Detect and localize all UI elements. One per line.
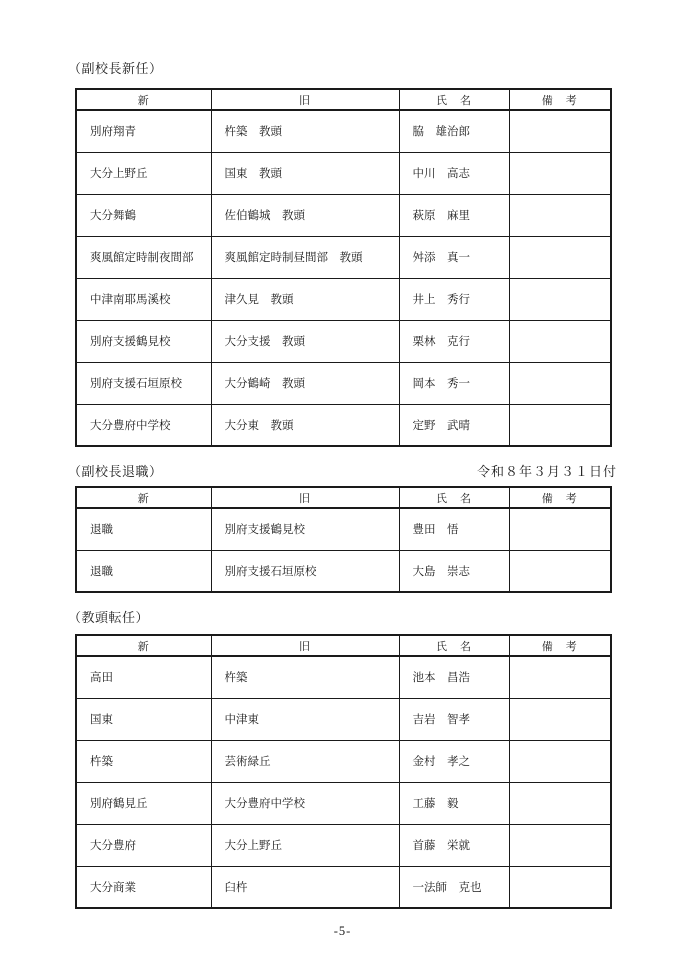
table-cell: 別府鶴見丘 [76,782,211,824]
table-cell: 爽風館定時制昼間部 教頭 [211,236,399,278]
table-cell [509,508,611,550]
table-cell [509,278,611,320]
table-cell [509,824,611,866]
table-cell [509,152,611,194]
table-row [76,698,611,740]
table-row [76,110,611,152]
table-cell: 国東 [76,698,211,740]
table-row [76,866,611,908]
section-header-row [68,463,617,481]
table-cell: 池本 昌浩 [399,656,509,698]
section-header-row [68,609,610,627]
table-cell: 別府支援石垣原校 [76,362,211,404]
table-cell: 豊田 悟 [399,508,509,550]
table-cell: 中津南耶馬溪校 [76,278,211,320]
table-cell: 爽風館定時制夜間部 [76,236,211,278]
section-label: （副校長新任） [68,61,163,76]
table-cell: 津久見 教頭 [211,278,399,320]
table-row [76,278,611,320]
table-row [76,404,611,446]
column-header: 新 [76,487,211,508]
table-cell: 工藤 毅 [399,782,509,824]
table-cell: 大分豊府 [76,824,211,866]
table-cell: 大分舞鶴 [76,194,211,236]
table-cell: 吉岩 智孝 [399,698,509,740]
table-cell: 金村 孝之 [399,740,509,782]
table-row [76,152,611,194]
table-cell: 別府翔青 [76,110,211,152]
table-cell [509,866,611,908]
table-cell [509,782,611,824]
table-cell: 大分東 教頭 [211,404,399,446]
table-cell [509,320,611,362]
column-header: 備 考 [509,487,611,508]
table-cell [509,194,611,236]
table-cell: 杵築 [76,740,211,782]
table-cell: 岡本 秀一 [399,362,509,404]
table-cell: 脇 雄治郎 [399,110,509,152]
table-cell: 別府支援石垣原校 [211,550,399,592]
table-cell: 大分商業 [76,866,211,908]
table-cell: 首藤 栄就 [399,824,509,866]
header-row [76,89,611,110]
table-cell: 佐伯鶴城 教頭 [211,194,399,236]
appointments-table-vice-principal-new [75,88,612,447]
table-cell: 大分上野丘 [211,824,399,866]
column-header: 旧 [211,487,399,508]
table-cell [509,362,611,404]
table-cell: 大分鶴崎 教頭 [211,362,399,404]
table-cell: 芸術緑丘 [211,740,399,782]
table-row [76,782,611,824]
table-cell [509,236,611,278]
table-cell: 栗林 克行 [399,320,509,362]
table-cell [509,740,611,782]
table-cell: 舛添 真一 [399,236,509,278]
table-cell [509,404,611,446]
table-cell [509,698,611,740]
column-header: 備 考 [509,89,611,110]
table-cell: 杵築 教頭 [211,110,399,152]
table-cell: 大分上野丘 [76,152,211,194]
table-cell: 臼杵 [211,866,399,908]
table-cell: 中津東 [211,698,399,740]
table-cell: 井上 秀行 [399,278,509,320]
column-header: 旧 [211,635,399,656]
table-cell: 一法師 克也 [399,866,509,908]
header-row [76,487,611,508]
table-cell: 国東 教頭 [211,152,399,194]
table-row [76,194,611,236]
table-cell: 定野 武晴 [399,404,509,446]
table-cell: 大分支援 教頭 [211,320,399,362]
column-header: 氏 名 [399,487,509,508]
page-content [68,60,617,939]
table-cell: 大島 崇志 [399,550,509,592]
appointments-table-head-teacher-transfer [75,634,612,909]
table-cell: 中川 高志 [399,152,509,194]
table-cell: 別府支援鶴見校 [211,508,399,550]
header-row [76,635,611,656]
table-cell: 高田 [76,656,211,698]
table-cell: 退職 [76,550,211,592]
table-row [76,656,611,698]
column-header: 氏 名 [399,89,509,110]
table-row [76,320,611,362]
table-cell [509,110,611,152]
table-cell: 大分豊府中学校 [211,782,399,824]
section-head-teacher-transfer [68,609,610,909]
table-row [76,550,611,592]
table-cell: 萩原 麻里 [399,194,509,236]
table-cell: 杵築 [211,656,399,698]
date-note: 令和８年３月３１日付 [476,464,617,479]
table-row [76,236,611,278]
table-cell: 別府支援鶴見校 [76,320,211,362]
table-cell: 大分豊府中学校 [76,404,211,446]
appointments-table-vice-principal-retire [75,486,612,593]
column-header: 備 考 [509,635,611,656]
section-header-row [68,60,610,78]
column-header: 氏 名 [399,635,509,656]
section-vice-principal-retire [68,463,617,593]
table-cell: 退職 [76,508,211,550]
page-number: -5- [333,924,352,938]
table-cell [509,656,611,698]
table-row [76,362,611,404]
section-label: （教頭転任） [68,610,150,625]
column-header: 旧 [211,89,399,110]
table-row [76,508,611,550]
table-cell [509,550,611,592]
table-row [76,740,611,782]
column-header: 新 [76,89,211,110]
table-row [76,824,611,866]
section-vice-principal-new [68,60,610,447]
column-header: 新 [76,635,211,656]
section-label: （副校長退職） [68,464,163,479]
